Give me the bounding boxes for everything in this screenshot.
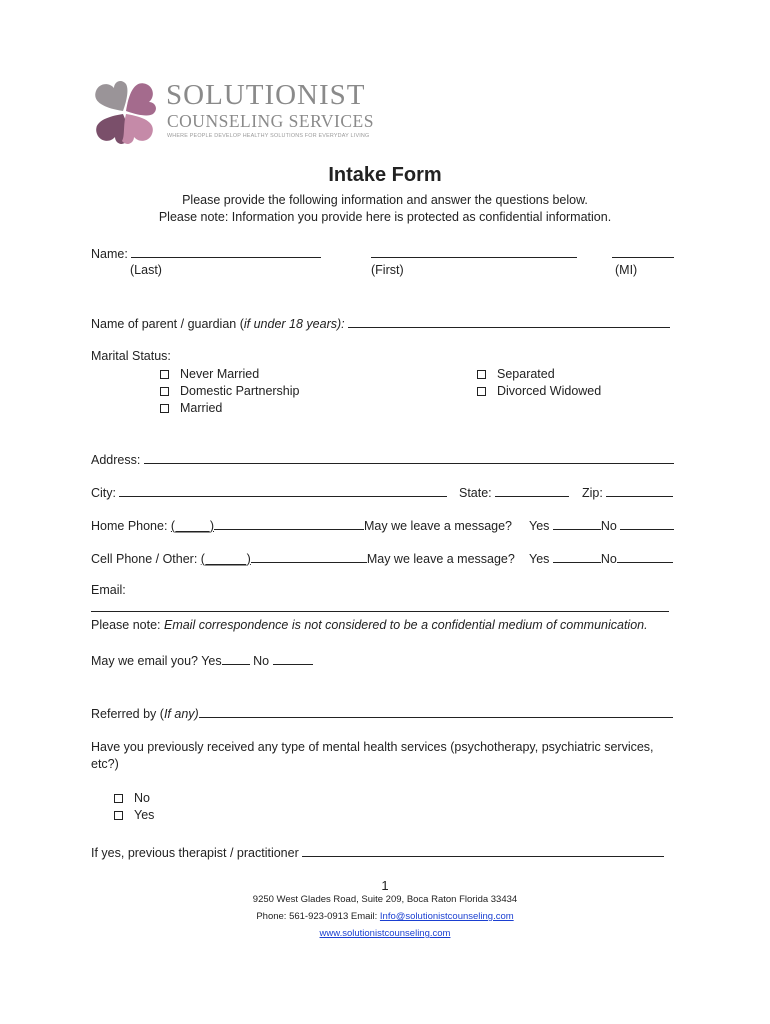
footer-address: 9250 West Glades Road, Suite 209, Boca Raton Florida 33434 xyxy=(252,894,518,905)
guardian-label-italic: if under 18 years): xyxy=(243,317,345,331)
clover-logo-icon xyxy=(90,78,160,148)
referred-field[interactable] xyxy=(199,705,673,718)
page-title: Intake Form xyxy=(328,164,442,186)
marital-option[interactable]: Domestic Partnership xyxy=(160,383,300,399)
mi-caption: (MI) xyxy=(615,263,638,277)
referred-label: Referred by ( xyxy=(91,707,164,721)
state-label: State: xyxy=(459,486,492,500)
email-ok-row: May we email you? Yes No xyxy=(91,652,313,669)
prior-question-2: etc?) xyxy=(91,757,119,771)
prior-option-yes[interactable]: Yes xyxy=(114,807,154,823)
address-row xyxy=(91,451,674,468)
page-number: 1 xyxy=(381,878,389,893)
state-field[interactable] xyxy=(495,484,569,497)
last-name-field[interactable] xyxy=(131,245,321,258)
email-note: Please note: Email correspondence is not considered to be a confidential medium of communication. xyxy=(91,618,648,632)
home-message-answer: Yes No xyxy=(529,517,674,534)
home-message-question: May we leave a message? xyxy=(364,519,513,533)
first-caption: (First) xyxy=(371,263,404,277)
cell-message-no-field[interactable] xyxy=(617,550,673,563)
previous-therapist-label: If yes, previous therapist / practitioner xyxy=(91,846,299,860)
logo xyxy=(90,78,420,148)
cell-message-question: May we leave a message? xyxy=(366,552,515,566)
name-label-row xyxy=(91,245,321,262)
email-label: Email: xyxy=(91,583,126,597)
home-phone-field[interactable] xyxy=(214,517,364,530)
cell-phone-label: Cell Phone / Other: xyxy=(91,552,198,566)
checkbox-icon[interactable] xyxy=(160,404,169,413)
home-phone-label: Home Phone: xyxy=(91,519,168,533)
city-row xyxy=(91,484,447,501)
logo-tagline: WHERE PEOPLE DEVELOP HEALTHY SOLUTIONS FOR EVERYDAY LIVING xyxy=(167,133,370,139)
city-field[interactable] xyxy=(119,484,447,497)
zip-row xyxy=(582,484,673,501)
home-phone-row xyxy=(91,517,512,534)
footer-website xyxy=(0,928,770,940)
prior-option-no[interactable]: No xyxy=(114,790,150,806)
last-caption: (Last) xyxy=(130,263,162,277)
previous-therapist-row xyxy=(91,844,664,861)
checkbox-icon[interactable] xyxy=(477,370,486,379)
email-ok-yes-field[interactable] xyxy=(222,652,250,665)
home-message-yes-field[interactable] xyxy=(553,517,601,530)
marital-option[interactable]: Married xyxy=(160,400,222,416)
marital-option[interactable]: Never Married xyxy=(160,366,259,382)
footer-contact: Phone: 561-923-0913 Email: Info@solutionistcounseling.com xyxy=(256,911,514,922)
city-label: City: xyxy=(91,486,116,500)
logo-subtitle: COUNSELING SERVICES xyxy=(167,111,374,131)
cell-phone-area-field[interactable]: (______) xyxy=(200,552,251,566)
zip-field[interactable] xyxy=(606,484,673,497)
checkbox-icon[interactable] xyxy=(160,370,169,379)
cell-phone-field[interactable] xyxy=(251,550,367,563)
checkbox-icon[interactable] xyxy=(114,811,123,820)
intro-line-2: Please note: Information you provide here is protected as confidential information. xyxy=(158,210,612,224)
marital-label: Marital Status: xyxy=(91,349,171,363)
logo-name: SOLUTIONIST xyxy=(166,79,366,111)
marital-option[interactable]: Separated xyxy=(477,366,555,382)
cell-message-yes-field[interactable] xyxy=(553,550,601,563)
previous-therapist-field[interactable] xyxy=(302,844,664,857)
intro-line-1: Please provide the following information and answer the questions below. xyxy=(182,193,588,207)
home-phone-area-field[interactable]: (_____) xyxy=(170,519,215,533)
marital-option[interactable]: Divorced Widowed xyxy=(477,383,601,399)
first-name-field[interactable] xyxy=(371,245,577,258)
email-ok-no-field[interactable] xyxy=(273,652,313,665)
guardian-row xyxy=(91,315,670,332)
email-field[interactable] xyxy=(91,599,669,612)
address-field[interactable] xyxy=(144,451,674,464)
checkbox-icon[interactable] xyxy=(477,387,486,396)
zip-label: Zip: xyxy=(582,486,603,500)
checkbox-icon[interactable] xyxy=(160,387,169,396)
referred-row: Referred by (If any) xyxy=(91,705,673,722)
cell-phone-row xyxy=(91,550,515,567)
address-label: Address: xyxy=(91,453,141,467)
state-row xyxy=(459,484,569,501)
footer-email-link[interactable]: Info@solutionistcounseling.com xyxy=(379,911,514,922)
guardian-label: Name of parent / guardian ( xyxy=(91,317,244,331)
guardian-field[interactable] xyxy=(348,315,670,328)
checkbox-icon[interactable] xyxy=(114,794,123,803)
name-label: Name: xyxy=(91,247,128,261)
middle-initial-field[interactable] xyxy=(612,245,674,258)
cell-message-answer: Yes No xyxy=(529,550,673,567)
home-message-no-field[interactable] xyxy=(620,517,674,530)
footer-website-link[interactable]: www.solutionistcounseling.com xyxy=(319,928,451,939)
prior-question-1: Have you previously received any type of mental health services (psychotherapy, psychiatric services, xyxy=(91,740,654,754)
